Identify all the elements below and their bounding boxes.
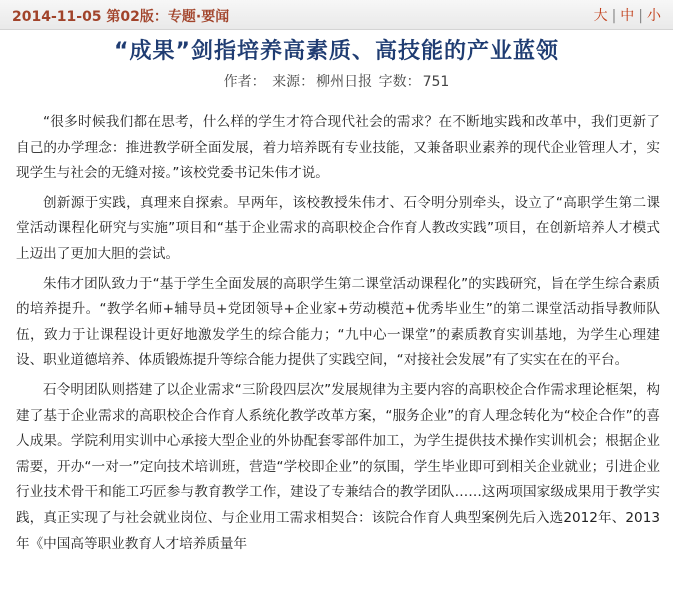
date-edition: 2014-11-05 第02版：专题·要闻 (12, 9, 230, 25)
top-bar (0, 0, 673, 30)
paragraph: 创新源于实践，真理来自探索。早两年，该校教授朱伟才、石令明分别牵头，设立了“高职学生第二课堂活动课程化研究与实施”项目和“基于企业需求的高职校企合作育人教改实践”项目，在创新培养人才模式上迈出了更加大胆的尝试。 (16, 194, 660, 262)
paragraph: 朱伟才团队致力于“基于学生全面发展的高职学生第二课堂活动课程化”的实践研究，旨在学生综合素质的培养提升。“教学名师+辅导员+党团领导+企业家+劳动模范+优秀毕业生”的第二课堂活动指导教师队伍，致力于让课程设计更好地激发学生的综合能力；“九中心一课堂”的素质教育实训基地，为学生心理建设、职业道德培养、体质锻炼提升等综合能力提供了实践空间，“对接社会发展”有了实实在在的平台。 (16, 275, 660, 369)
font-size-large-link[interactable]: 大 (593, 8, 608, 24)
author-label: 作者： (223, 74, 266, 90)
separator: | (611, 8, 617, 24)
source-value: 柳州日报 (316, 74, 373, 90)
separator: | (638, 8, 643, 24)
font-size-switcher (594, 5, 661, 25)
article-body (16, 110, 660, 561)
wordcount-label: 字数： (378, 74, 421, 90)
article-title: “成果”剑指培养高素质、高技能的产业蓝领 (114, 39, 559, 64)
source-label: 来源： (272, 74, 315, 90)
font-size-small-link[interactable]: 小 (647, 8, 661, 24)
font-size-medium-link[interactable]: 中 (620, 8, 635, 24)
paragraph: 石令明团队则搭建了以企业需求“三阶段四层次”发展规律为主要内容的高职校企合作需求理论框架，构建了基于企业需求的高职校企合作育人系统化教学改革方案，“服务企业”的育人理念转化为“校企合作”的喜人成果。学院利用实训中心承接大型企业的外协配套零部件加工，为学生提供技术操作实训机会；根据企业需要，开办“一对一”定向技术培训班，营造“学校即企业”的氛围，学生毕业即可到相关企业就业；引进企业行业技术骨干和能工巧匠参与教育教学工作，建设了专兼结合的教学团队……这两项国家级成果用于教学实践，真正实现了与社会就业岗位、与企业用工需求相契合：该院合作育人典型案例先后入选2012年、2013年《中国高等职业教育人才培养质量年 (16, 381, 660, 552)
paragraph: “很多时候我们都在思考，什么样的学生才符合现代社会的需求？在不断地实践和改革中，我们更新了自己的办学理念：推进教学研全面发展，着力培养既有专业技能，又兼备职业素养的现代企业管理人才，实现学生与社会的无缝对接。”该校党委书记朱伟才说。 (16, 114, 660, 182)
wordcount-value: 751 (422, 74, 450, 90)
article-meta (0, 71, 673, 91)
